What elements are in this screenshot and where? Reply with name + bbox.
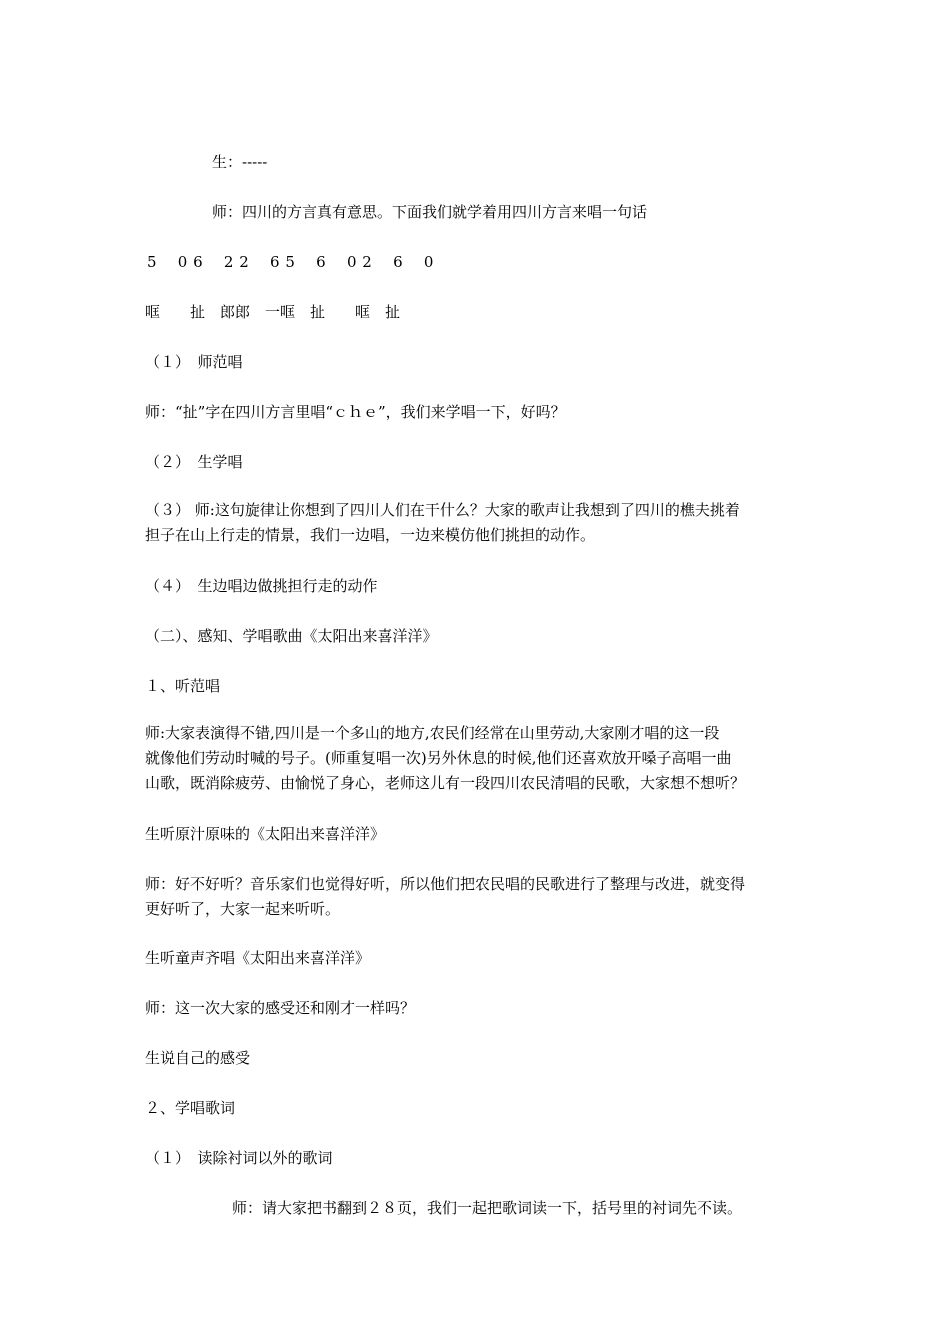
teacher-page-instruction: 师：请大家把书翻到２８页，我们一起把歌词读一下，括号里的衬词先不读。 bbox=[232, 1199, 743, 1217]
student-response-line: 生：----- bbox=[212, 153, 268, 171]
teacher-dialect-intro: 师：四川的方言真有意思。下面我们就学着用四川方言来唱一句话 bbox=[212, 203, 648, 221]
section-heading-2: （二）、感知、学唱歌曲《太阳出来喜洋洋》 bbox=[145, 627, 438, 645]
teacher-mountain-paragraph bbox=[145, 721, 810, 796]
students-listen-chorus: 生听童声齐唱《太阳出来喜洋洋》 bbox=[145, 949, 371, 967]
step-3-line-1: （３） 师:这句旋律让你想到了四川人们在干什么？大家的歌声让我想到了四川的樵夫挑着 bbox=[145, 501, 740, 519]
step-2-students-learn: （２） 生学唱 bbox=[145, 453, 243, 471]
teacher-improved-paragraph bbox=[145, 872, 810, 922]
step-1-teacher-sings: （１） 师范唱 bbox=[145, 353, 243, 371]
improved-line-1: 师：好不好听？音乐家们也觉得好听，所以他们把农民唱的民歌进行了整理与改进，就变得 bbox=[145, 875, 746, 893]
melody-notation: 5 0 6 2 2 6 5 6 0 2 6 0 bbox=[147, 253, 434, 271]
subsection-listen: １、听范唱 bbox=[145, 677, 221, 695]
teacher-che-explanation: 师：“扯”字在四川方言里唱“ｃｈｅ”，我们来学唱一下，好吗？ bbox=[145, 403, 566, 421]
step-4-carry-action: （４） 生边唱边做挑担行走的动作 bbox=[145, 577, 378, 595]
teacher-question: 师：这一次大家的感受还和刚才一样吗？ bbox=[145, 999, 416, 1017]
improved-line-2: 更好听了，大家一起来听听。 bbox=[145, 900, 341, 918]
step-read-lyrics: （１） 读除衬词以外的歌词 bbox=[145, 1149, 333, 1167]
mountain-line-2: 就像他们劳动时喊的号子。(师重复唱一次)另外休息的时候,他们还喜欢放开嗓子高唱一曲 bbox=[145, 749, 732, 767]
step-3-line-2: 担子在山上行走的情景，我们一边唱，一边来模仿他们挑担的动作。 bbox=[145, 526, 596, 544]
step-3-paragraph bbox=[145, 498, 810, 548]
students-share-feelings: 生说自己的感受 bbox=[145, 1049, 251, 1067]
students-listen-original: 生听原汁原味的《太阳出来喜洋洋》 bbox=[145, 825, 386, 843]
subsection-lyrics: ２、学唱歌词 bbox=[145, 1099, 236, 1117]
melody-lyrics: 哐 扯 郎郎 一哐 扯 哐 扯 bbox=[145, 303, 401, 321]
mountain-line-3: 山歌，既消除疲劳、由愉悦了身心，老师这儿有一段四川农民清唱的民歌，大家想不想听？ bbox=[145, 774, 746, 792]
mountain-line-1: 师:大家表演得不错,四川是一个多山的地方,农民们经常在山里劳动,大家刚才唱的这一段 bbox=[145, 724, 720, 742]
